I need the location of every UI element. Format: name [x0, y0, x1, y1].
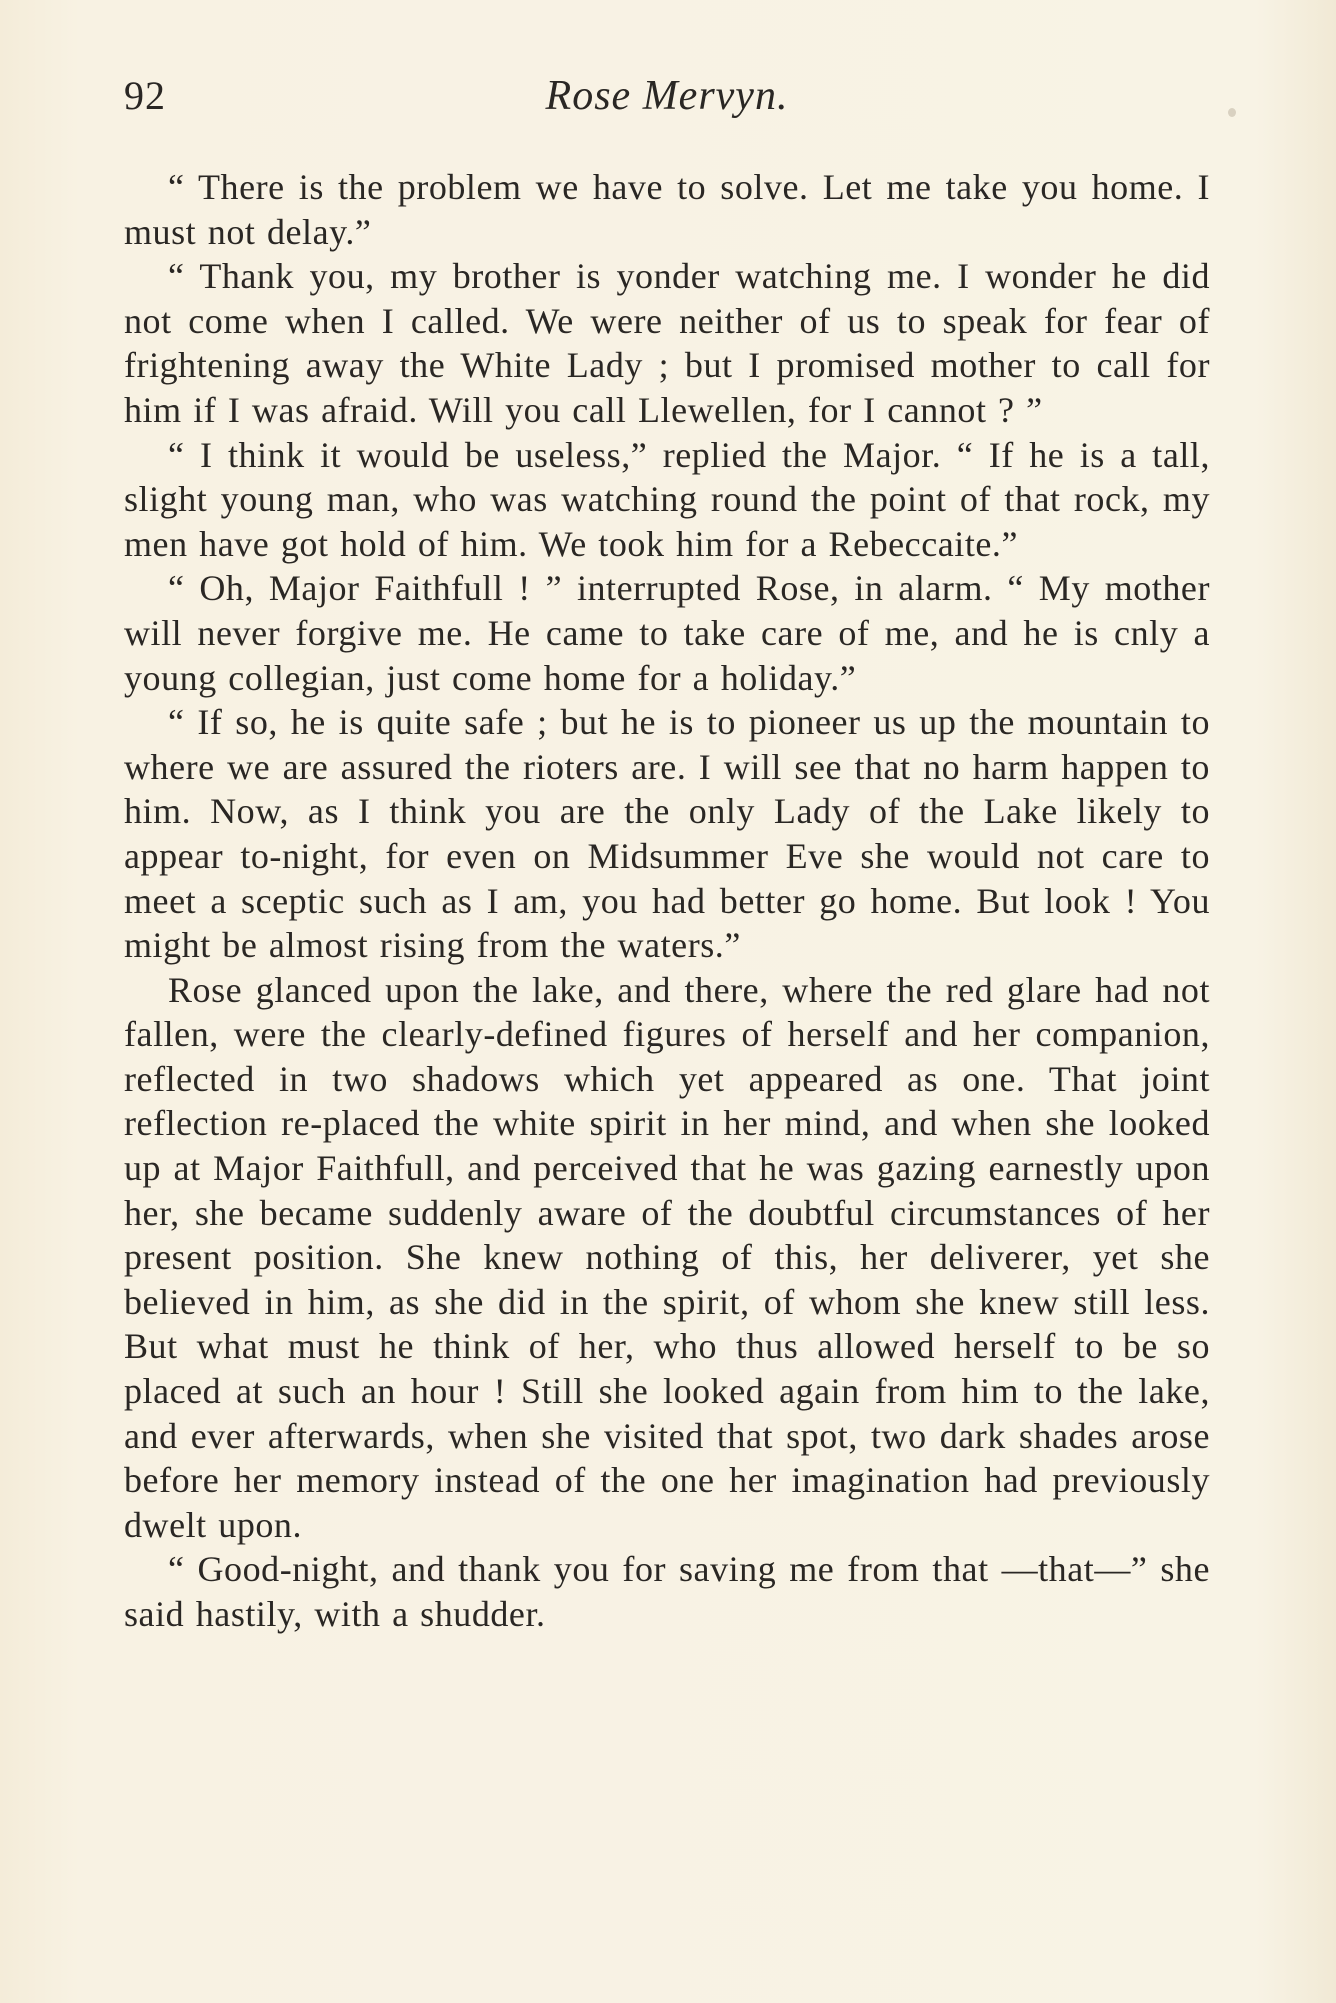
page-header [124, 72, 1210, 132]
running-title: Rose Mervyn. [545, 73, 789, 119]
paragraph-6: Rose glanced upon the lake, and there, where the red glare had not fallen, were the clearly-defined figures of herself and her companion, reflected in two shadows which yet appeared as one. That joint reflection re-placed the white spirit in her mind, and when she looked up at Major Faithfull, and perceived that he was gazing earnestly upon her, she became suddenly aware of the doubtful circumstances of her present position. She knew nothing of this, her deliverer, yet she believed in him, as she did in the spirit, of whom she knew still less. But what must he think of her, who thus allowed herself to be so placed at such an hour ! Still she looked again from him to the lake, and ever afterwards, when she visited that spot, two dark shades arose before her memory instead of the one her imagination had previously dwelt upon. [124, 969, 1210, 1545]
paper-speck [1228, 108, 1236, 117]
paragraph-5: “ If so, he is quite safe ; but he is to pioneer us up the mountain to where we are assured the rioters are. I will see that no harm happen to him. Now, as I think you are the only Lady of the Lake likely to appear to-night, for even on Midsummer Eve she would not care to meet a sceptic such as I am, you had better go home. But look ! You might be almost rising from the waters.” [124, 702, 1210, 966]
paragraph-7: “ Good-night, and thank you for saving me from that —that—” she said hastily, with a shudder. [124, 1549, 1210, 1634]
page-number: 92 [124, 73, 166, 118]
paragraph-1: “ There is the problem we have to solve. Let me take you home. I must not delay.” [124, 167, 1210, 252]
paragraph-3: “ I think it would be useless,” replied the Major. “ If he is a tall, slight young man, who was watching round the point of that rock, my men have got hold of him. We took him for a Rebeccaite.” [124, 434, 1210, 564]
body-text [124, 165, 1210, 1637]
paragraph-2: “ Thank you, my brother is yonder watching me. I wonder he did not come when I called. We were neither of us to speak for fear of frightening away the White Lady ; but I promised mother to call for him if I was afraid. Will you call Llewellen, for I cannot ? ” [124, 256, 1210, 430]
paragraph-4: “ Oh, Major Faithfull ! ” interrupted Rose, in alarm. “ My mother will never forgive me. He came to take care of me, and he is cnly a young collegian, just come home for a holiday.” [124, 568, 1210, 698]
